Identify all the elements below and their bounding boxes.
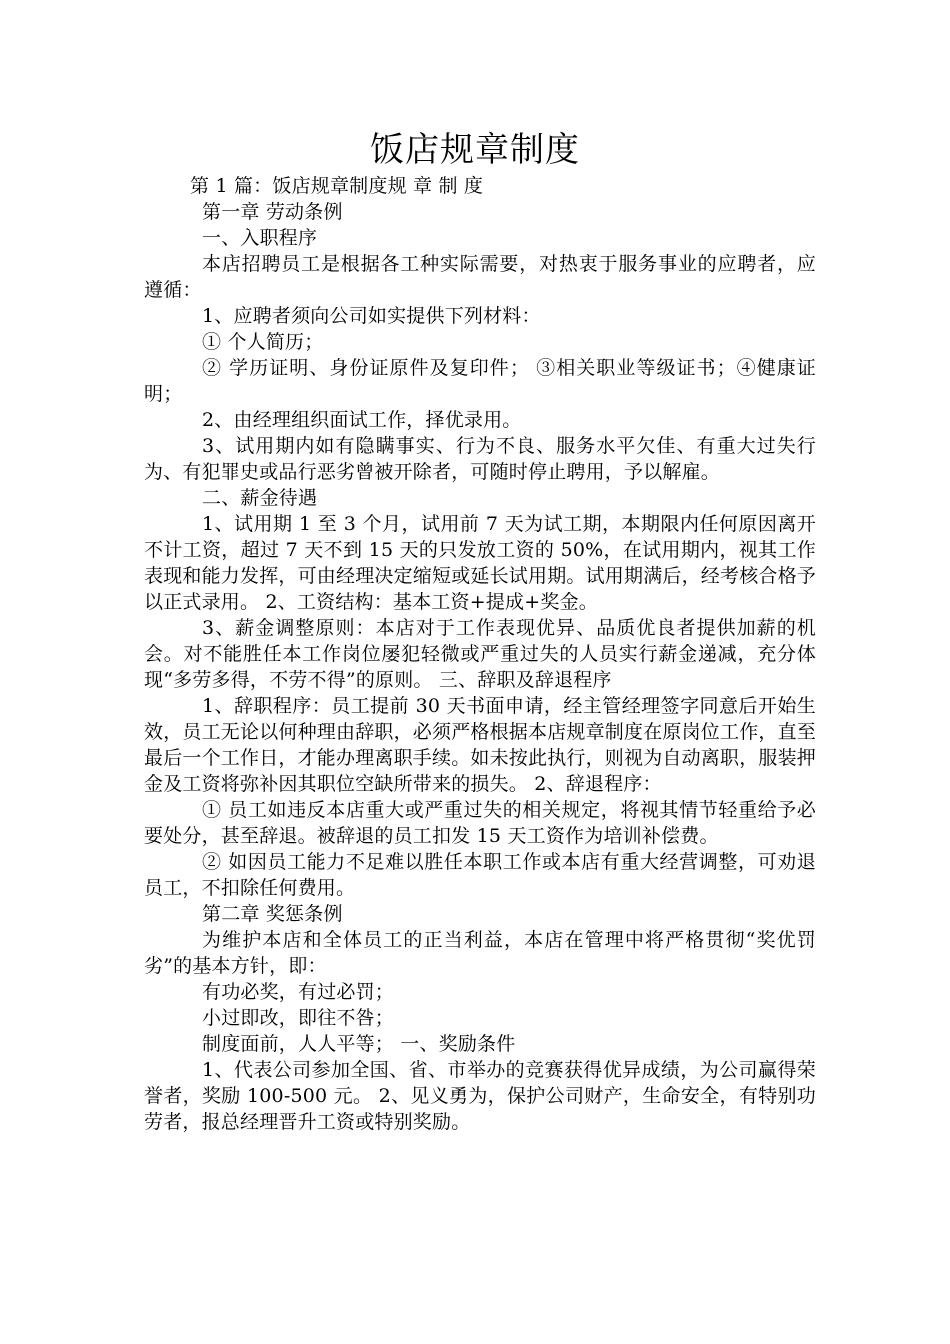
paragraph: 本店招聘员工是根据各工种实际需要，对热衷于服务事业的应聘者，应遵循： [144, 253, 816, 301]
part-heading: 第 1 篇：饭店规章制度规 章 制 度 [190, 175, 484, 197]
paragraph: 1、试用期 1 至 3 个月，试用前 7 天为试工期，本期限内任何原因离开不计工资，超过 7 天不到 15 天的只发放工资的 50%，在试用期内，视其工作表现和能力发挥，可由经理决定缩短或延长试用期。试用期满后，经考核合格予以正式录用。 2、工资结构：基本工资+提成+奖金。 [144, 513, 817, 613]
list-item: ② 学历证明、身份证原件及复印件； ③相关职业等级证书；④健康证明； [144, 357, 816, 405]
paragraph: 2、由经理组织面试工作，择优录用。 [202, 409, 522, 431]
paragraph: 1、应聘者须向公司如实提供下列材料： [202, 305, 541, 327]
paragraph: 有功必奖，有过必罚； [202, 981, 395, 1003]
document-body [144, 173, 816, 1135]
paragraph: 1、代表公司参加全国、省、市举办的竞赛获得优异成绩，为公司赢得荣誉者，奖励 100-500 元。 2、见义勇为，保护公司财产，生命安全，有特别功劳者，报总经理晋升工资或特别奖励。 [144, 1059, 816, 1133]
list-item: ① 个人简历； [202, 331, 324, 353]
paragraph: 3、薪金调整原则：本店对于工作表现优异、品质优良者提供加薪的机会。对不能胜任本工作岗位屡犯轻微或严重过失的人员实行薪金递减，充分体现“多劳多得，不劳不得”的原则。 三、辞职及辞退程序 [144, 617, 816, 691]
paragraph: 1、辞职程序：员工提前 30 天书面申请，经主管经理签字同意后开始生效，员工无论以何种理由辞职，必须严格根据本店规章制度在原岗位工作，直至最后一个工作日，才能办理离职手续。如未按此执行，则视为自动离职，服装押金及工资将弥补因其职位空缺所带来的损失。 2、辞退程序： [144, 695, 817, 795]
paragraph: 3、试用期内如有隐瞒事实、行为不良、服务水平欠佳、有重大过失行为、有犯罪史或品行恶劣曾被开除者，可随时停止聘用，予以解雇。 [144, 435, 816, 483]
paragraph: 制度面前，人人平等； 一、奖励条件 [202, 1033, 516, 1055]
section-heading: 二、薪金待遇 [202, 487, 318, 509]
list-item: ① 员工如违反本店重大或严重过失的相关规定，将视其情节轻重给予必要处分，甚至辞退。被辞退的员工扣发 15 天工资作为培训补偿费。 [144, 799, 816, 847]
chapter-heading: 第一章 劳动条例 [202, 201, 343, 223]
chapter-heading: 第二章 奖惩条例 [202, 903, 343, 925]
document-title: 饭店规章制度 [370, 130, 580, 170]
paragraph: 为维护本店和全体员工的正当利益，本店在管理中将严格贯彻“奖优罚劣”的基本方针，即： [144, 929, 816, 977]
section-heading: 一、入职程序 [202, 227, 318, 249]
list-item: ② 如因员工能力不足难以胜任本职工作或本店有重大经营调整，可劝退员工，不扣除任何费用。 [144, 851, 816, 899]
paragraph: 小过即改，即往不咎； [202, 1007, 395, 1029]
